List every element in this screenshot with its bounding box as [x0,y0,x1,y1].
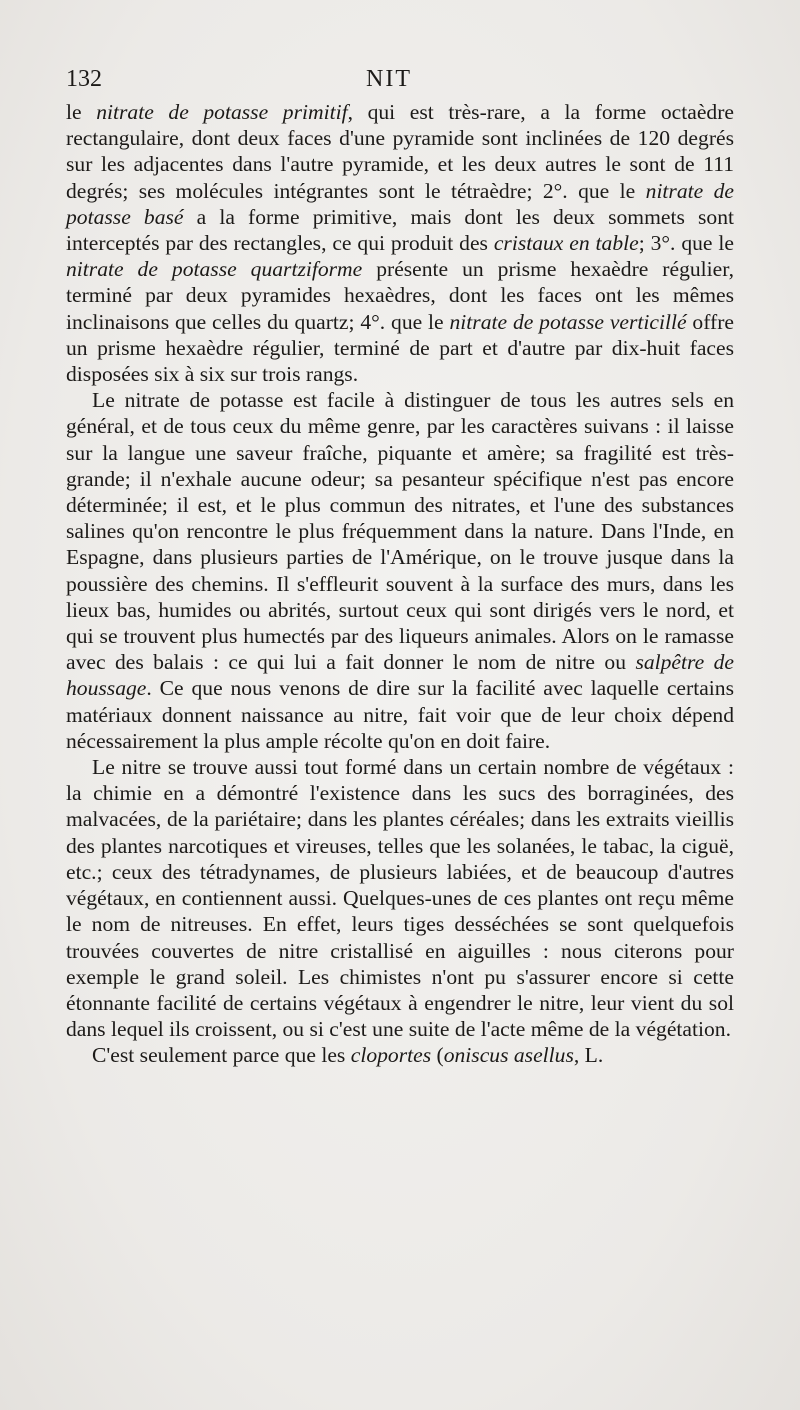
italic-text: nitrate de potasse basé [66,178,734,229]
text-run: , qui est très-rare, a la forme octaèdre rectangulaire, dont deux faces d'une pyramide sont inclinées de 120 degrés sur les adjacentes dans l'autre pyramide, et les deux autres le sont de 111 degrés; ses molécules intégrantes sont le tétraèdre; 2°. que le [66,100,735,203]
page-number: 132 [66,66,102,92]
text-run: présente un prisme hexaèdre régulier, terminé par deux pyramides hexaèdres, dont les faces ont les mêmes inclinaisons que celles du quartz; 4°. que le [66,257,734,334]
text-run: offre un prisme hexaèdre régulier, terminé de part et d'autre par dix-huit faces disposées six à six sur trois rangs. [66,309,734,387]
text-run: Le nitrate de potasse est facile à distinguer de tous les autres sels en général, et de tous ceux du même genre, par les caractères suivans : il laisse sur la langue une saveur fraîche, piquante et amère; sa fragilité est très-grande; il n'exhale aucune odeur; sa pesanteur spécifique n'est pas encore déterminée; il est, et le plus commun des nitrates, et l'une des substances salines qu'on rencontre le plus fréquemment dans la nature. Dans l'Inde, en Espagne, dans plusieurs parties de l'Amérique, on le trouve jusque dans la poussière des chemins. Il s'effleurit souvent à la surface des murs, dans les lieux bas, humides ou abrités, surtout ceux qui sont dirigés vers le nord, et qui se trouvent plus humectés par des liqueurs animales. Alors on le ramasse avec des balais : ce qui lui a fait donner le nom de nitre ou [66,388,734,675]
italic-text: nitrate de potasse quartziforme [66,257,363,282]
paragraph [66,754,734,1042]
paragraph [66,387,734,754]
italic-text: oniscus asellus [443,1043,574,1068]
page-header [66,66,734,96]
running-head: NIT [366,66,412,92]
text-run: Le nitre se trouve aussi tout formé dans un certain nombre de végétaux : la chimie en a démontré l'existence dans les sucs des borraginées, des malvacées, de la pariétaire; dans les plantes céréales; dans les extraits vieillis des plantes narcotiques et vireuses, telles que les solanées, le tabac, la ciguë, etc.; ceux des tétradynames, de plusieurs labiées, et de beaucoup d'autres végétaux, en contiennent aussi. Quelques-unes de ces plantes ont reçu même le nom de nitreuses. En effet, leurs tiges desséchées se sont quelquefois trouvées couvertes de nitre cristallisé en aiguilles : nous citerons pour exemple le grand soleil. Les chimistes n'ont pu s'assurer encore si cette étonnante facilité de certains végétaux à engendrer le nitre, leur vient du sol dans lequel ils croissent, ou si c'est une suite de l'acte même de la végétation. [66,755,734,1042]
italic-text: nitrate de potasse verticillé [449,309,687,334]
paragraph [66,99,734,387]
italic-text: salpêtre de houssage [66,650,735,701]
text-run: C'est seulement parce que les [92,1043,351,1068]
italic-text: nitrate de potasse primitif [96,100,348,124]
italic-text: cloportes [350,1043,432,1068]
text-run: ; 3°. que le [638,231,734,256]
text-run: ( [431,1043,444,1068]
text-run: le [66,100,97,124]
body-text [66,99,734,1069]
paragraph [66,1042,734,1068]
text-run: . Ce que nous venons de dire sur la facilité avec laquelle certains matériaux donnent naissance au nitre, fait voir que de leur choix dépend nécessairement la plus ample récolte qu'on en doit faire. [66,676,734,753]
text-run: , L. [573,1043,604,1068]
italic-text: cristaux en table [493,231,639,256]
text-run: a la forme primitive, mais dont les deux sommets sont interceptés par des rectangles, ce qui produit des [66,204,735,256]
